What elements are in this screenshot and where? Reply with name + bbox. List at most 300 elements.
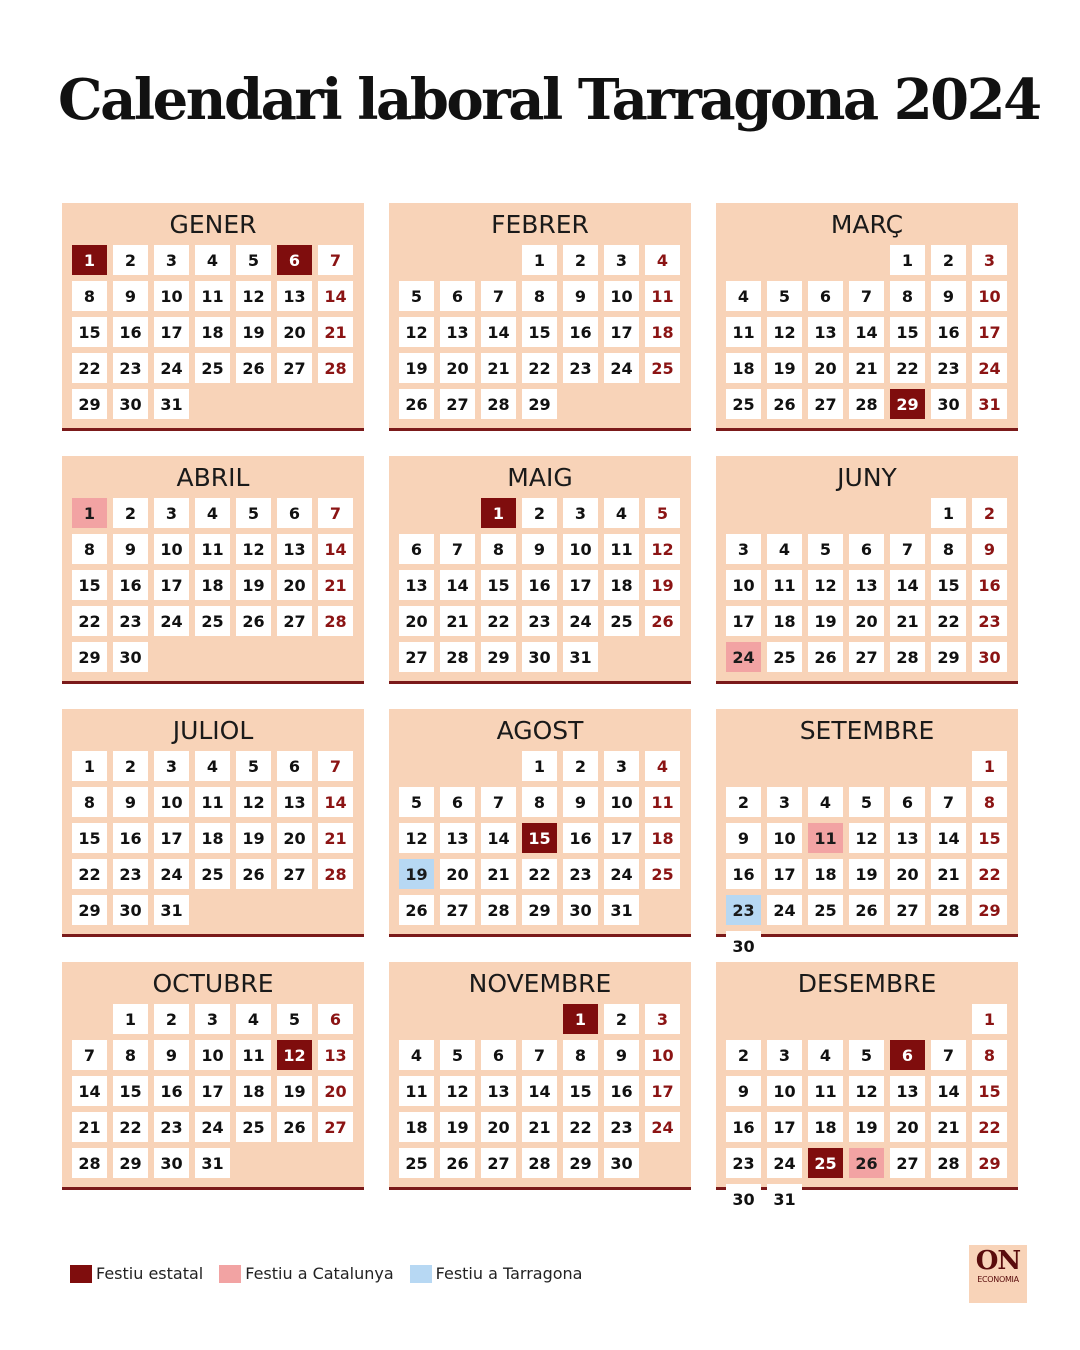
day-cell: 18 [767,606,802,636]
day-cell: 24 [604,353,639,383]
day-cell: 25 [236,1112,271,1142]
day-cell: 18 [726,353,761,383]
day-cell: 25 [399,1148,434,1178]
empty-cell [767,1004,802,1034]
empty-cell [767,751,802,781]
day-cell: 8 [972,1040,1007,1070]
day-cell: 17 [972,317,1007,347]
day-cell: 28 [318,606,353,636]
empty-cell [399,498,434,528]
day-cell: 13 [890,823,925,853]
empty-cell [767,498,802,528]
empty-cell [808,751,843,781]
day-cell: 29 [481,642,516,672]
day-cell: 28 [481,895,516,925]
day-cell: 2 [522,498,557,528]
day-cell: 3 [154,245,189,275]
month-setembre [716,709,1018,956]
legend-item-catalonia [219,1264,393,1283]
day-cell: 22 [972,1112,1007,1142]
day-cell: 18 [604,570,639,600]
days-grid [399,1004,680,1178]
legend-swatch-local [410,1265,432,1283]
day-cell: 13 [440,823,475,853]
day-cell: 1 [931,498,966,528]
day-cell: 10 [767,1076,802,1106]
day-cell: 9 [113,281,148,311]
days-grid [399,751,680,925]
empty-cell [399,751,434,781]
day-cell: 9 [604,1040,639,1070]
day-cell: 28 [440,642,475,672]
day-cell: 24 [154,606,189,636]
day-cell: 20 [481,1112,516,1142]
day-cell: 23 [113,859,148,889]
day-cell: 29 [931,642,966,672]
day-cell: 4 [767,534,802,564]
empty-cell [808,245,843,275]
day-cell: 16 [522,570,557,600]
day-cell: 8 [72,281,107,311]
day-cell: 4 [399,1040,434,1070]
logo-sub-text: ECONOMIA [977,1275,1019,1284]
day-cell: 9 [154,1040,189,1070]
day-cell: 10 [604,281,639,311]
day-cell: 11 [236,1040,271,1070]
day-cell: 20 [277,823,312,853]
day-cell: 26 [277,1112,312,1142]
day-cell: 13 [318,1040,353,1070]
day-cell-holiday: 11 [808,823,843,853]
day-cell: 27 [318,1112,353,1142]
day-cell: 22 [931,606,966,636]
day-cell: 27 [277,859,312,889]
day-cell: 25 [195,353,230,383]
day-cell: 3 [195,1004,230,1034]
day-cell: 19 [767,353,802,383]
day-cell: 18 [195,823,230,853]
day-cell: 6 [277,751,312,781]
day-cell: 24 [563,606,598,636]
empty-cell [890,751,925,781]
legend-swatch-catalonia [219,1265,241,1283]
day-cell: 14 [481,317,516,347]
day-cell: 28 [318,353,353,383]
day-cell: 28 [890,642,925,672]
days-grid [726,498,1007,672]
day-cell: 31 [767,1184,802,1214]
day-cell: 3 [154,751,189,781]
day-cell: 6 [399,534,434,564]
day-cell: 4 [236,1004,271,1034]
day-cell: 8 [931,534,966,564]
day-cell: 28 [481,389,516,419]
day-cell: 2 [726,787,761,817]
day-cell-holiday: 19 [399,859,434,889]
day-cell: 9 [726,823,761,853]
day-cell-holiday: 6 [890,1040,925,1070]
day-cell: 21 [318,823,353,853]
day-cell: 23 [522,606,557,636]
month-name: GENER [169,210,257,239]
day-cell-holiday: 1 [563,1004,598,1034]
day-cell: 23 [113,606,148,636]
day-cell: 21 [931,1112,966,1142]
day-cell: 11 [195,787,230,817]
day-cell: 22 [481,606,516,636]
day-cell: 8 [972,787,1007,817]
day-cell: 8 [72,534,107,564]
day-cell-holiday: 25 [808,1148,843,1178]
empty-cell [399,245,434,275]
day-cell: 14 [931,823,966,853]
day-cell: 27 [277,606,312,636]
day-cell: 18 [195,317,230,347]
empty-cell [440,1004,475,1034]
day-cell: 14 [481,823,516,853]
day-cell: 16 [726,1112,761,1142]
day-cell: 9 [563,787,598,817]
day-cell: 26 [440,1148,475,1178]
empty-cell [808,498,843,528]
days-grid [726,1004,1007,1214]
day-cell: 5 [236,498,271,528]
empty-cell [440,245,475,275]
day-cell: 14 [890,570,925,600]
day-cell: 23 [563,859,598,889]
day-cell: 4 [808,787,843,817]
day-cell: 12 [236,534,271,564]
empty-cell [399,1004,434,1034]
day-cell: 5 [440,1040,475,1070]
day-cell: 5 [236,751,271,781]
empty-cell [726,245,761,275]
days-grid [72,1004,353,1178]
logo-main-text: ON [975,1246,1021,1276]
month-gener [62,203,364,431]
day-cell: 23 [154,1112,189,1142]
day-cell: 12 [767,317,802,347]
day-cell: 24 [154,353,189,383]
day-cell: 15 [481,570,516,600]
day-cell: 2 [154,1004,189,1034]
day-cell: 5 [849,1040,884,1070]
day-cell: 28 [931,895,966,925]
day-cell: 30 [972,642,1007,672]
day-cell: 3 [767,787,802,817]
day-cell: 14 [522,1076,557,1106]
day-cell: 25 [645,859,680,889]
day-cell: 18 [645,317,680,347]
month-name: AGOST [496,716,584,745]
day-cell: 8 [113,1040,148,1070]
days-grid [72,498,353,672]
empty-cell [808,1004,843,1034]
day-cell: 2 [604,1004,639,1034]
day-cell: 17 [154,823,189,853]
day-cell: 8 [563,1040,598,1070]
day-cell: 9 [113,787,148,817]
day-cell: 9 [726,1076,761,1106]
day-cell: 29 [72,642,107,672]
day-cell: 7 [318,751,353,781]
day-cell: 7 [931,787,966,817]
day-cell: 21 [849,353,884,383]
day-cell: 11 [808,1076,843,1106]
day-cell: 5 [277,1004,312,1034]
day-cell: 1 [972,751,1007,781]
day-cell: 1 [72,751,107,781]
day-cell: 30 [113,642,148,672]
day-cell: 19 [236,570,271,600]
day-cell: 1 [113,1004,148,1034]
day-cell: 1 [522,751,557,781]
day-cell: 31 [154,895,189,925]
day-cell: 27 [440,389,475,419]
empty-cell [890,498,925,528]
day-cell: 3 [767,1040,802,1070]
day-cell: 6 [808,281,843,311]
day-cell: 11 [645,787,680,817]
empty-cell [440,751,475,781]
day-cell: 17 [154,317,189,347]
month-febrer [389,203,691,431]
day-cell: 27 [277,353,312,383]
day-cell: 25 [195,606,230,636]
day-cell: 22 [563,1112,598,1142]
legend-label-state: Festiu estatal [96,1264,204,1283]
day-cell: 9 [522,534,557,564]
day-cell: 11 [195,281,230,311]
month-octubre [62,962,364,1190]
day-cell: 9 [972,534,1007,564]
day-cell: 15 [890,317,925,347]
day-cell: 27 [808,389,843,419]
month-name: JUNY [837,463,897,492]
day-cell: 26 [236,859,271,889]
day-cell: 21 [481,353,516,383]
day-cell: 13 [890,1076,925,1106]
legend-label-local: Festiu a Tarragona [435,1264,583,1283]
day-cell: 15 [72,823,107,853]
day-cell: 17 [604,823,639,853]
day-cell-holiday: 26 [849,1148,884,1178]
day-cell: 14 [849,317,884,347]
day-cell-holiday: 1 [72,498,107,528]
month-juliol [62,709,364,937]
day-cell: 26 [236,606,271,636]
day-cell: 3 [645,1004,680,1034]
day-cell: 30 [154,1148,189,1178]
day-cell: 29 [113,1148,148,1178]
day-cell: 21 [72,1112,107,1142]
day-cell: 10 [154,281,189,311]
day-cell: 12 [236,281,271,311]
day-cell: 22 [72,859,107,889]
day-cell: 27 [849,642,884,672]
days-grid [399,245,680,419]
days-grid [72,751,353,925]
day-cell: 13 [481,1076,516,1106]
day-cell: 22 [890,353,925,383]
day-cell: 17 [154,570,189,600]
day-cell-holiday: 23 [726,895,761,925]
day-cell: 5 [399,787,434,817]
day-cell: 11 [399,1076,434,1106]
day-cell: 10 [195,1040,230,1070]
day-cell: 28 [72,1148,107,1178]
day-cell: 15 [972,1076,1007,1106]
day-cell: 17 [604,317,639,347]
day-cell: 21 [318,317,353,347]
day-cell: 5 [645,498,680,528]
day-cell: 16 [563,823,598,853]
day-cell: 30 [726,931,761,961]
day-cell: 7 [849,281,884,311]
empty-cell [849,1004,884,1034]
day-cell: 20 [890,859,925,889]
day-cell: 30 [563,895,598,925]
day-cell: 20 [440,859,475,889]
day-cell: 4 [726,281,761,311]
day-cell: 6 [318,1004,353,1034]
day-cell-holiday: 1 [72,245,107,275]
day-cell: 5 [849,787,884,817]
day-cell: 26 [767,389,802,419]
day-cell: 21 [931,859,966,889]
day-cell: 14 [440,570,475,600]
day-cell: 2 [563,245,598,275]
empty-cell [522,1004,557,1034]
day-cell: 2 [931,245,966,275]
month-desembre [716,962,1018,1209]
day-cell-holiday: 12 [277,1040,312,1070]
day-cell: 16 [604,1076,639,1106]
day-cell: 26 [236,353,271,383]
day-cell: 10 [154,787,189,817]
empty-cell [931,1004,966,1034]
day-cell-holiday: 15 [522,823,557,853]
month-name: SETEMBRE [799,716,935,745]
days-grid [726,751,1007,961]
day-cell: 22 [522,859,557,889]
day-cell-holiday: 24 [726,642,761,672]
empty-cell [849,245,884,275]
day-cell: 18 [645,823,680,853]
day-cell: 23 [113,353,148,383]
day-cell: 11 [645,281,680,311]
day-cell: 25 [195,859,230,889]
day-cell: 26 [399,895,434,925]
day-cell-holiday: 1 [481,498,516,528]
day-cell: 19 [236,823,271,853]
day-cell: 26 [808,642,843,672]
legend [70,1264,598,1283]
day-cell: 16 [154,1076,189,1106]
day-cell: 7 [522,1040,557,1070]
day-cell: 15 [522,317,557,347]
day-cell: 10 [972,281,1007,311]
day-cell: 6 [440,281,475,311]
day-cell: 19 [399,353,434,383]
day-cell: 26 [645,606,680,636]
day-cell: 10 [767,823,802,853]
day-cell: 13 [849,570,884,600]
day-cell: 15 [972,823,1007,853]
day-cell: 7 [318,245,353,275]
month-name: FEBRER [491,210,589,239]
day-cell: 25 [767,642,802,672]
day-cell: 7 [890,534,925,564]
day-cell: 21 [318,570,353,600]
day-cell: 25 [726,389,761,419]
day-cell: 29 [72,895,107,925]
days-grid [726,245,1007,419]
day-cell: 8 [522,787,557,817]
day-cell: 8 [72,787,107,817]
day-cell: 19 [277,1076,312,1106]
day-cell: 27 [481,1148,516,1178]
day-cell: 19 [645,570,680,600]
day-cell: 15 [72,317,107,347]
day-cell: 16 [972,570,1007,600]
day-cell: 14 [318,787,353,817]
day-cell: 17 [195,1076,230,1106]
day-cell: 24 [767,1148,802,1178]
empty-cell [890,1004,925,1034]
day-cell: 13 [440,317,475,347]
day-cell: 31 [972,389,1007,419]
day-cell: 1 [522,245,557,275]
day-cell: 23 [931,353,966,383]
day-cell: 12 [849,1076,884,1106]
day-cell: 15 [563,1076,598,1106]
month-name: DESEMBRE [797,969,937,998]
day-cell: 10 [154,534,189,564]
day-cell: 3 [604,751,639,781]
day-cell: 29 [522,895,557,925]
day-cell: 21 [481,859,516,889]
day-cell: 9 [931,281,966,311]
empty-cell [931,751,966,781]
day-cell: 3 [563,498,598,528]
day-cell: 27 [890,1148,925,1178]
day-cell: 7 [72,1040,107,1070]
day-cell: 9 [113,534,148,564]
day-cell: 30 [604,1148,639,1178]
day-cell: 20 [808,353,843,383]
day-cell: 19 [236,317,271,347]
day-cell: 24 [972,353,1007,383]
month-name: MAIG [507,463,573,492]
day-cell: 30 [113,895,148,925]
day-cell: 12 [399,317,434,347]
day-cell: 30 [931,389,966,419]
day-cell: 31 [195,1148,230,1178]
month-name: NOVEMBRE [468,969,612,998]
day-cell: 22 [72,353,107,383]
day-cell: 13 [277,534,312,564]
day-cell: 20 [399,606,434,636]
day-cell: 20 [318,1076,353,1106]
day-cell: 28 [931,1148,966,1178]
day-cell: 3 [972,245,1007,275]
month-name: MARÇ [830,210,904,239]
day-cell: 10 [726,570,761,600]
day-cell: 18 [195,570,230,600]
day-cell: 26 [849,895,884,925]
month-juny [716,456,1018,684]
